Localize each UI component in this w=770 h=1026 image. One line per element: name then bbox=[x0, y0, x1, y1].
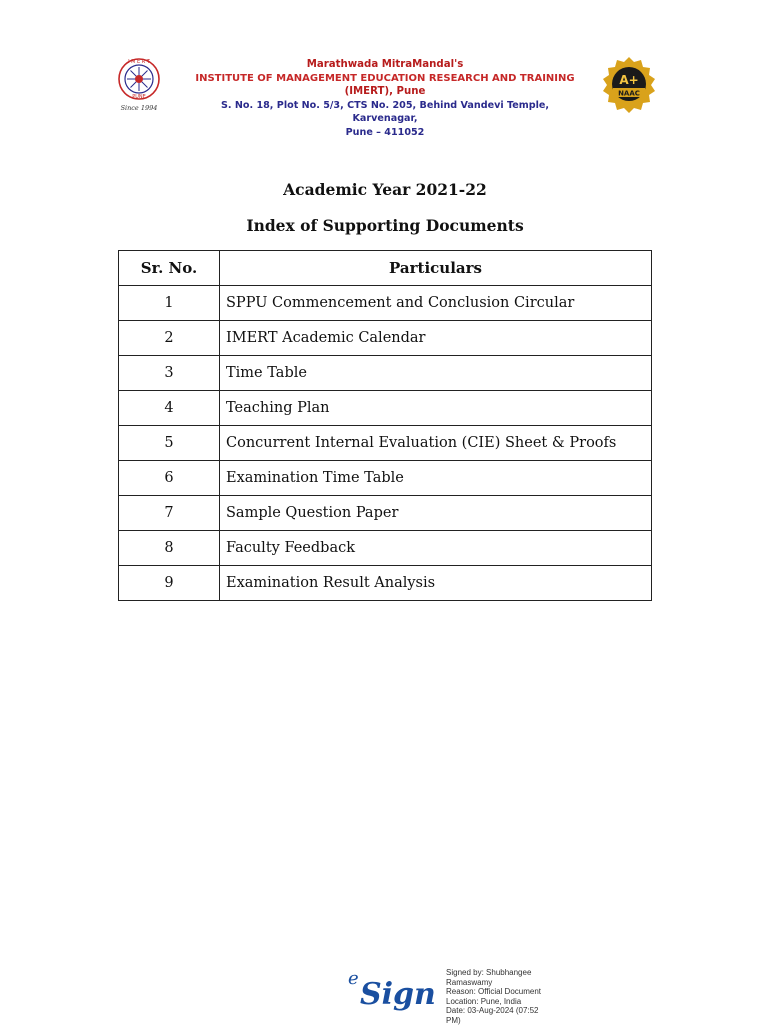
logo-since-text: Since 1994 bbox=[120, 104, 158, 112]
esign-logo bbox=[346, 962, 444, 1022]
table-row bbox=[119, 391, 652, 426]
academic-year-title: Academic Year 2021-22 bbox=[283, 180, 487, 199]
row-particular: Time Table bbox=[220, 356, 652, 391]
row-particular: IMERT Academic Calendar bbox=[220, 321, 652, 356]
esign-line: Ramaswamy bbox=[446, 977, 493, 987]
row-sr-no: 3 bbox=[119, 356, 220, 391]
esign-line: PM) bbox=[446, 1015, 461, 1025]
institute-header bbox=[190, 58, 580, 140]
table-row bbox=[119, 321, 652, 356]
row-sr-no: 9 bbox=[119, 566, 220, 601]
row-particular: Teaching Plan bbox=[220, 391, 652, 426]
table-row bbox=[119, 286, 652, 321]
column-header-particulars: Particulars bbox=[220, 251, 652, 286]
header-line-5: Pune – 411052 bbox=[345, 126, 425, 138]
row-sr-no: 1 bbox=[119, 286, 220, 321]
column-header-sr-no: Sr. No. bbox=[119, 251, 220, 286]
row-sr-no: 6 bbox=[119, 461, 220, 496]
naac-label: NAAC bbox=[618, 89, 640, 98]
logo-bottom-text: PUNE bbox=[132, 94, 146, 100]
naac-grade: A+ bbox=[619, 73, 639, 87]
table-row bbox=[119, 566, 652, 601]
header-line-3: (IMERT), Pune bbox=[344, 86, 426, 98]
row-sr-no: 8 bbox=[119, 531, 220, 566]
row-sr-no: 2 bbox=[119, 321, 220, 356]
logo-top-text: I M E R T bbox=[128, 59, 150, 65]
header-line-1: Marathwada MitraMandal's bbox=[306, 59, 464, 70]
header-line-2: INSTITUTE OF MANAGEMENT EDUCATION RESEARCH AND TRAINING bbox=[195, 72, 575, 84]
table-header-row bbox=[119, 251, 652, 286]
row-particular: Examination Result Analysis bbox=[220, 566, 652, 601]
header-line-4: S. No. 18, Plot No. 5/3, CTS No. 205, Behind Vandevi Temple, Karvenagar, bbox=[220, 99, 550, 125]
row-particular: SPPU Commencement and Conclusion Circular bbox=[220, 286, 652, 321]
row-particular: Concurrent Internal Evaluation (CIE) Sheet & Proofs bbox=[220, 426, 652, 461]
esign-line: Signed by: Shubhangee bbox=[446, 968, 532, 977]
table-row bbox=[119, 496, 652, 531]
esign-details bbox=[446, 968, 556, 1026]
svg-text:Sign: Sign bbox=[360, 977, 436, 1012]
row-sr-no: 7 bbox=[119, 496, 220, 531]
naac-badge bbox=[595, 55, 663, 113]
documents-table bbox=[118, 250, 652, 601]
index-title: Index of Supporting Documents bbox=[246, 216, 524, 235]
esign-line: Date: 03-Aug-2024 (07:52 bbox=[446, 1006, 539, 1016]
row-sr-no: 5 bbox=[119, 426, 220, 461]
table-row bbox=[119, 356, 652, 391]
table-row bbox=[119, 461, 652, 496]
esign-line: Reason: Official Document bbox=[446, 987, 542, 997]
table-row bbox=[119, 426, 652, 461]
row-particular: Faculty Feedback bbox=[220, 531, 652, 566]
esign-line: Location: Pune, India bbox=[446, 996, 522, 1006]
row-particular: Examination Time Table bbox=[220, 461, 652, 496]
row-sr-no: 4 bbox=[119, 391, 220, 426]
institute-logo bbox=[112, 55, 174, 113]
row-particular: Sample Question Paper bbox=[220, 496, 652, 531]
table-row bbox=[119, 531, 652, 566]
svg-text:e: e bbox=[348, 968, 359, 989]
